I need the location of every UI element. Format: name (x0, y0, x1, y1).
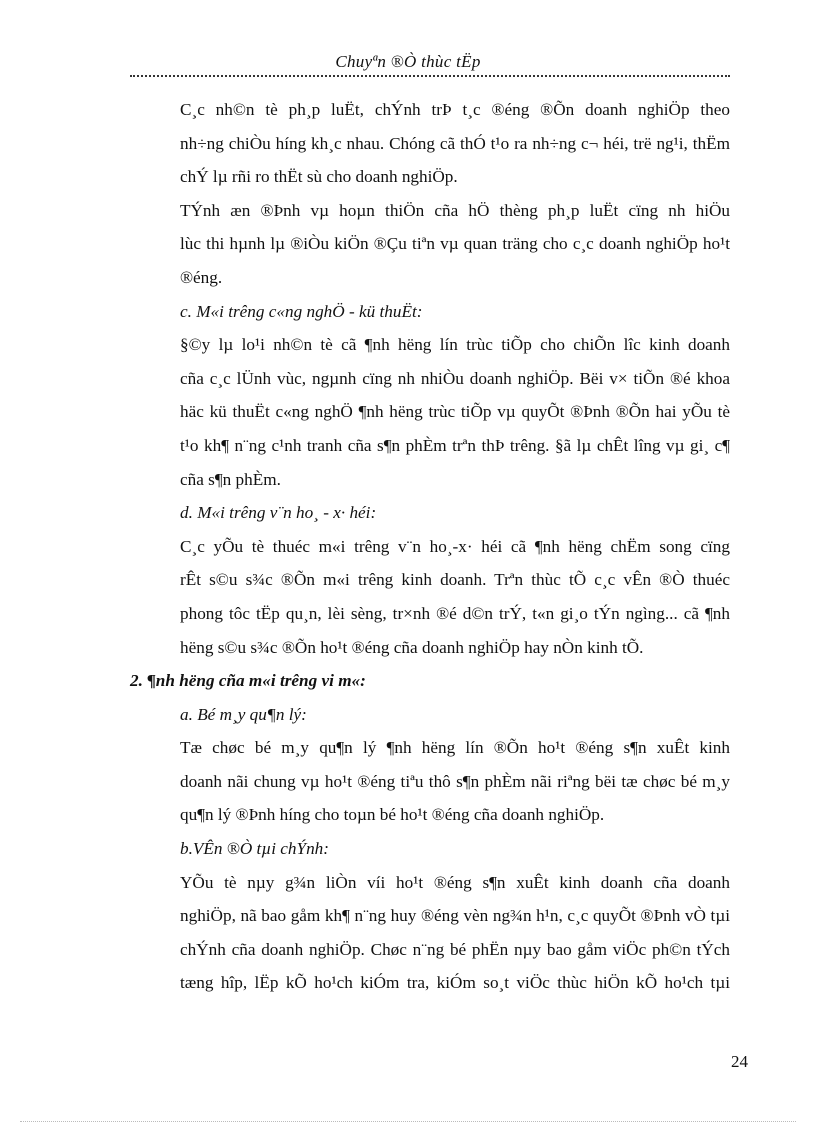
section-b-title: b.VÊn ®Ò tµi chÝnh: (180, 839, 329, 859)
page-number: 24 (731, 1052, 748, 1071)
footer-divider (20, 1121, 796, 1122)
text-line: rÊt s©u s¾c ®Õn m«i trêng kinh doanh. Trªn thùc tÕ c¸c vÊn ®Ò thuéc (180, 570, 730, 590)
text-line: cña s¶n phÈm. (180, 469, 281, 489)
text-line: qu¶n lý ®Þnh híng cho toµn bé ho¹t ®éng cña doanh nghiÖp. (180, 805, 605, 825)
text-line: C¸c yÕu tè thuéc m«i trêng v¨n ho¸-x· héi cã ¶nh hëng chËm song cïng (180, 536, 730, 556)
paragraph-management (130, 731, 730, 832)
text-line: doanh nãi chung vµ ho¹t ®éng tiªu thô s¶n phÈm nãi riªng bëi tæ chøc bé m¸y (180, 771, 730, 791)
text-line: nghiÖp, nã bao gåm kh¶ n¨ng huy ®éng vèn ng¾n h¹n, c¸c quyÕt ®Þnh vÒ tµi (180, 906, 730, 926)
section-d-title: d. M«i trêng v¨n ho¸ - x· héi: (180, 503, 377, 523)
text-line: TÝnh æn ®Þnh vµ hoµn thiÖn cña hÖ thèng ph¸p luËt cïng nh hiÖu (180, 200, 730, 220)
text-line: §©y lµ lo¹i nh©n tè cã ¶nh hëng lín trùc tiÕp cho chiÕn lîc kinh doanh (180, 335, 730, 355)
text-line: t¹o kh¶ n¨ng c¹nh tranh cña s¶n phÈm trªn thÞ trêng. §ã lµ chÊt lîng vµ gi¸ c¶ (180, 435, 730, 455)
text-line: chÝ lµ rñi ro thËt sù cho doanh nghiÖp. (180, 167, 458, 187)
text-line: tæng hîp, lËp kÕ ho¹ch kiÓm tra, kiÓm so¸t viÖc thùc hiÖn kÕ ho¹ch tµi (180, 973, 730, 993)
text-line: häc kü thuËt c«ng nghÖ ¶nh hëng trùc tiÕp vµ quyÕt ®Þnh ®Õn hai yÕu tè (180, 402, 730, 422)
body-text (130, 93, 730, 1000)
text-line: hëng s©u s¾c ®Õn ho¹t ®éng cña doanh nghiÖp hay nÒn kinh tÕ. (180, 637, 644, 657)
heading-2: 2. ¶nh hëng cña m«i trêng vi m«: (130, 671, 366, 691)
text-line: ®éng. (180, 267, 223, 287)
paragraph-legal (130, 93, 730, 194)
paragraph-stability (130, 194, 730, 295)
section-c-title: c. M«i trêng c«ng nghÖ - kü thuËt: (180, 301, 423, 321)
paragraph-culture (130, 530, 730, 664)
text-line: YÕu tè nµy g¾n liÒn víi ho¹t ®éng s¶n xuÊt kinh doanh cña doanh (180, 872, 730, 892)
text-line: lùc thi hµnh lµ ®iÒu kiÖn ®Çu tiªn vµ quan träng cho c¸c doanh nghiÖp ho¹t (180, 234, 730, 254)
header-divider (130, 75, 730, 77)
text-line: cña c¸c lÜnh vùc, ngµnh cïng nh nhiÒu doanh nghiÖp. Bëi v× tiÕn ®é khoa (180, 368, 730, 388)
text-line: nh÷ng chiÒu híng kh¸c nhau. Chóng cã thÓ t¹o ra nh÷ng c¬ héi, trë ng¹i, thËm (180, 133, 730, 153)
paragraph-finance (130, 866, 730, 1000)
running-header: Chuyªn ®Ò thùc tËp (335, 52, 481, 71)
text-line: Tæ chøc bé m¸y qu¶n lý ¶nh hëng lín ®Õn ho¹t ®éng s¶n xuÊt kinh (180, 738, 730, 758)
paragraph-technology (130, 328, 730, 496)
text-line: chÝnh cña doanh nghiÖp. Chøc n¨ng bé phËn nµy bao gåm viÖc ph©n tÝch (180, 939, 730, 959)
text-line: phong tôc tËp qu¸n, lèi sèng, tr×nh ®é d©n trÝ, t«n gi¸o tÝn ngìng... cã ¶nh (180, 603, 730, 623)
text-line: C¸c nh©n tè ph¸p luËt, chÝnh trÞ t¸c ®éng ®Õn doanh nghiÖp theo (180, 100, 730, 119)
section-a-title: a. Bé m¸y qu¶n lý: (180, 704, 307, 724)
